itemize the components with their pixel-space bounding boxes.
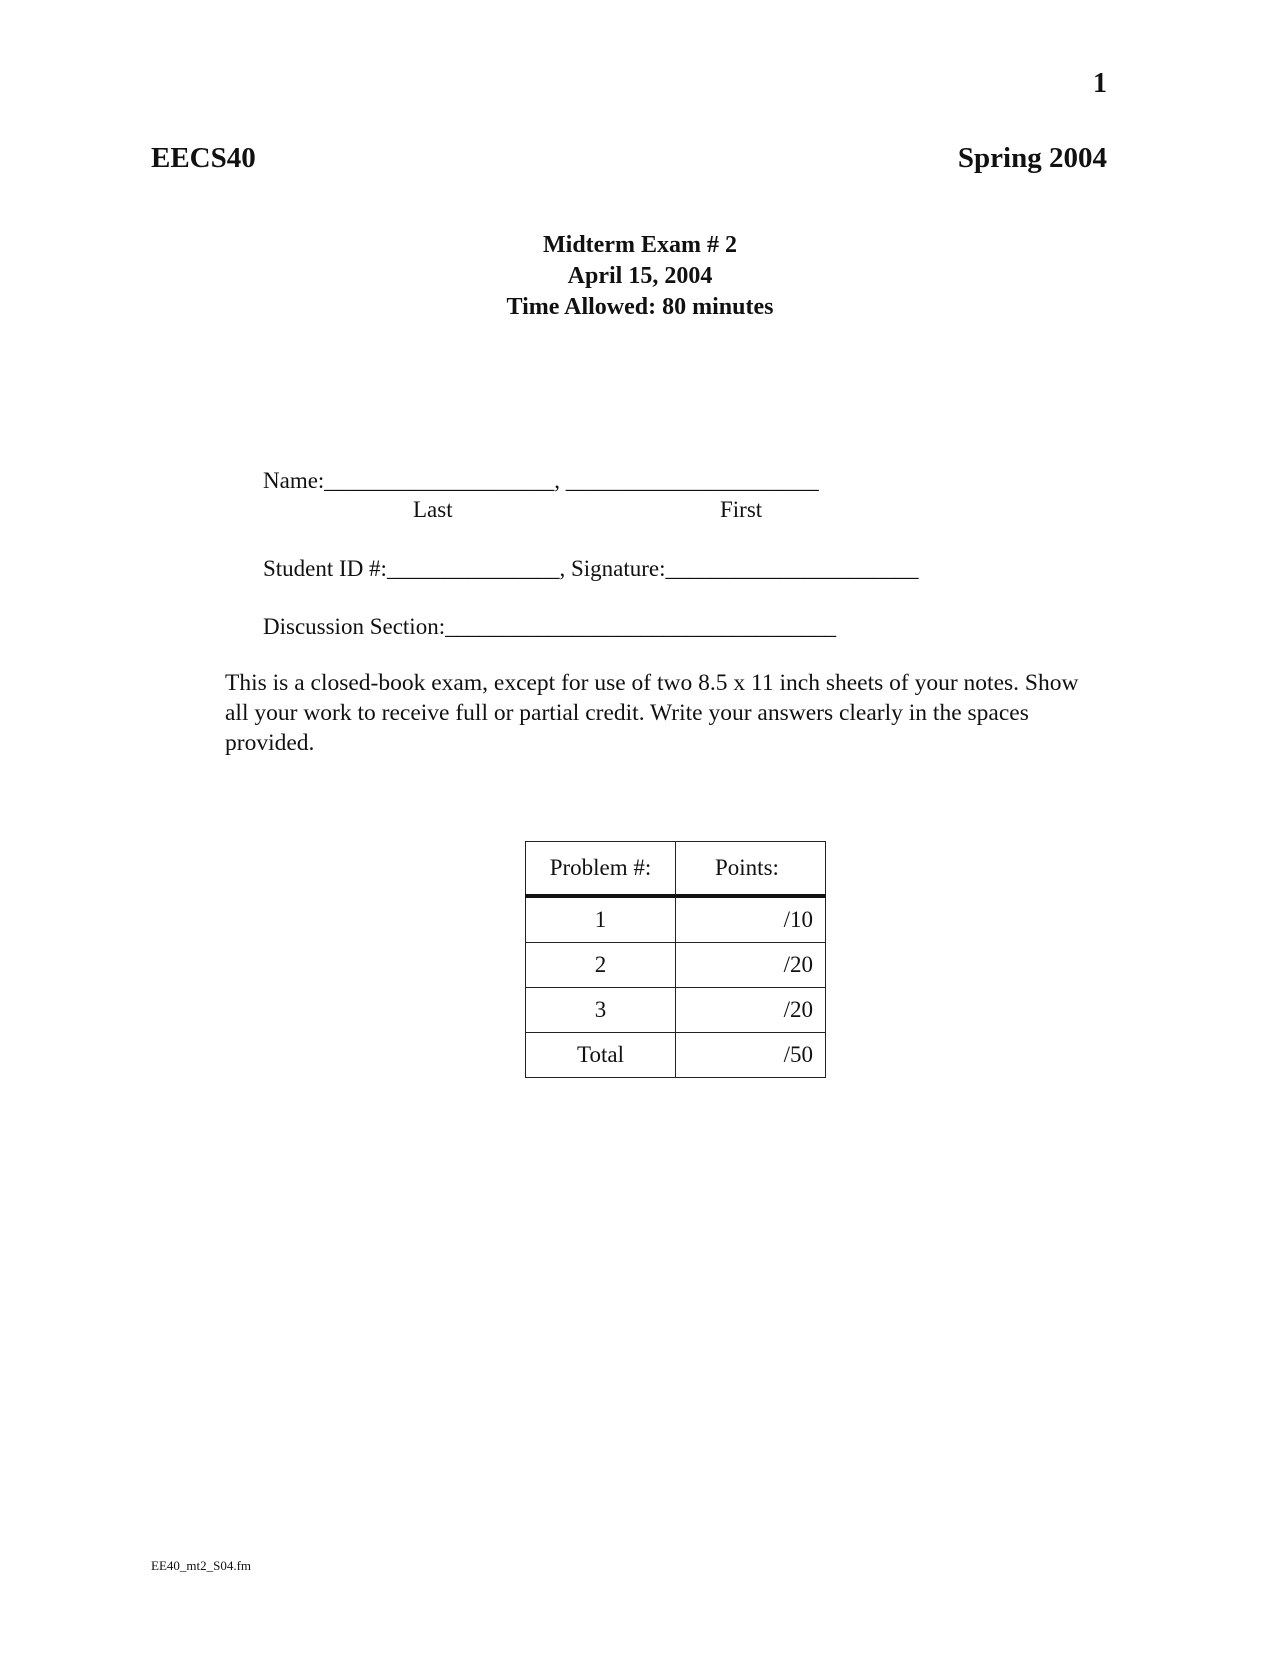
table-row bbox=[526, 988, 826, 1033]
footer-filename: EE40_mt2_S04.fm bbox=[151, 1558, 252, 1573]
points-column-header: Points: bbox=[676, 842, 826, 897]
first-name-label: First bbox=[720, 497, 763, 522]
table-row bbox=[526, 1033, 826, 1078]
total-points-cell: /50 bbox=[676, 1033, 826, 1078]
points-cell: /20 bbox=[676, 988, 826, 1033]
problem-number-cell: 2 bbox=[526, 943, 676, 988]
course-title: EECS40 bbox=[151, 142, 256, 174]
page-number: 1 bbox=[1093, 68, 1107, 99]
name-field-line: Name:____________________, ______________________ bbox=[263, 468, 819, 493]
exam-instructions: This is a closed-book exam, except for use of two 8.5 x 11 inch sheets of your notes. Show all your work to receive full or partial credit. Write your answers clearly in the spaces provided. bbox=[225, 670, 1079, 756]
problem-column-header: Problem #: bbox=[526, 842, 676, 897]
score-table-header-row bbox=[526, 842, 826, 897]
points-cell: /10 bbox=[676, 896, 826, 943]
table-row bbox=[526, 943, 826, 988]
problem-number-cell: 1 bbox=[526, 896, 676, 943]
exam-title-block bbox=[0, 230, 1280, 323]
time-allowed: Time Allowed: 80 minutes bbox=[506, 294, 774, 320]
exam-date: April 15, 2004 bbox=[567, 263, 713, 289]
last-name-label: Last bbox=[413, 497, 453, 522]
table-row bbox=[526, 896, 826, 943]
student-id-signature-line: Student ID #:_______________, Signature:______________________ bbox=[263, 556, 919, 581]
term-label: Spring 2004 bbox=[957, 142, 1107, 174]
exam-title: Midterm Exam # 2 bbox=[543, 232, 737, 258]
points-cell: /20 bbox=[676, 943, 826, 988]
total-label-cell: Total bbox=[526, 1033, 676, 1078]
score-table bbox=[525, 841, 826, 1078]
problem-number-cell: 3 bbox=[526, 988, 676, 1033]
discussion-section-line: Discussion Section:__________________________________ bbox=[263, 614, 837, 639]
